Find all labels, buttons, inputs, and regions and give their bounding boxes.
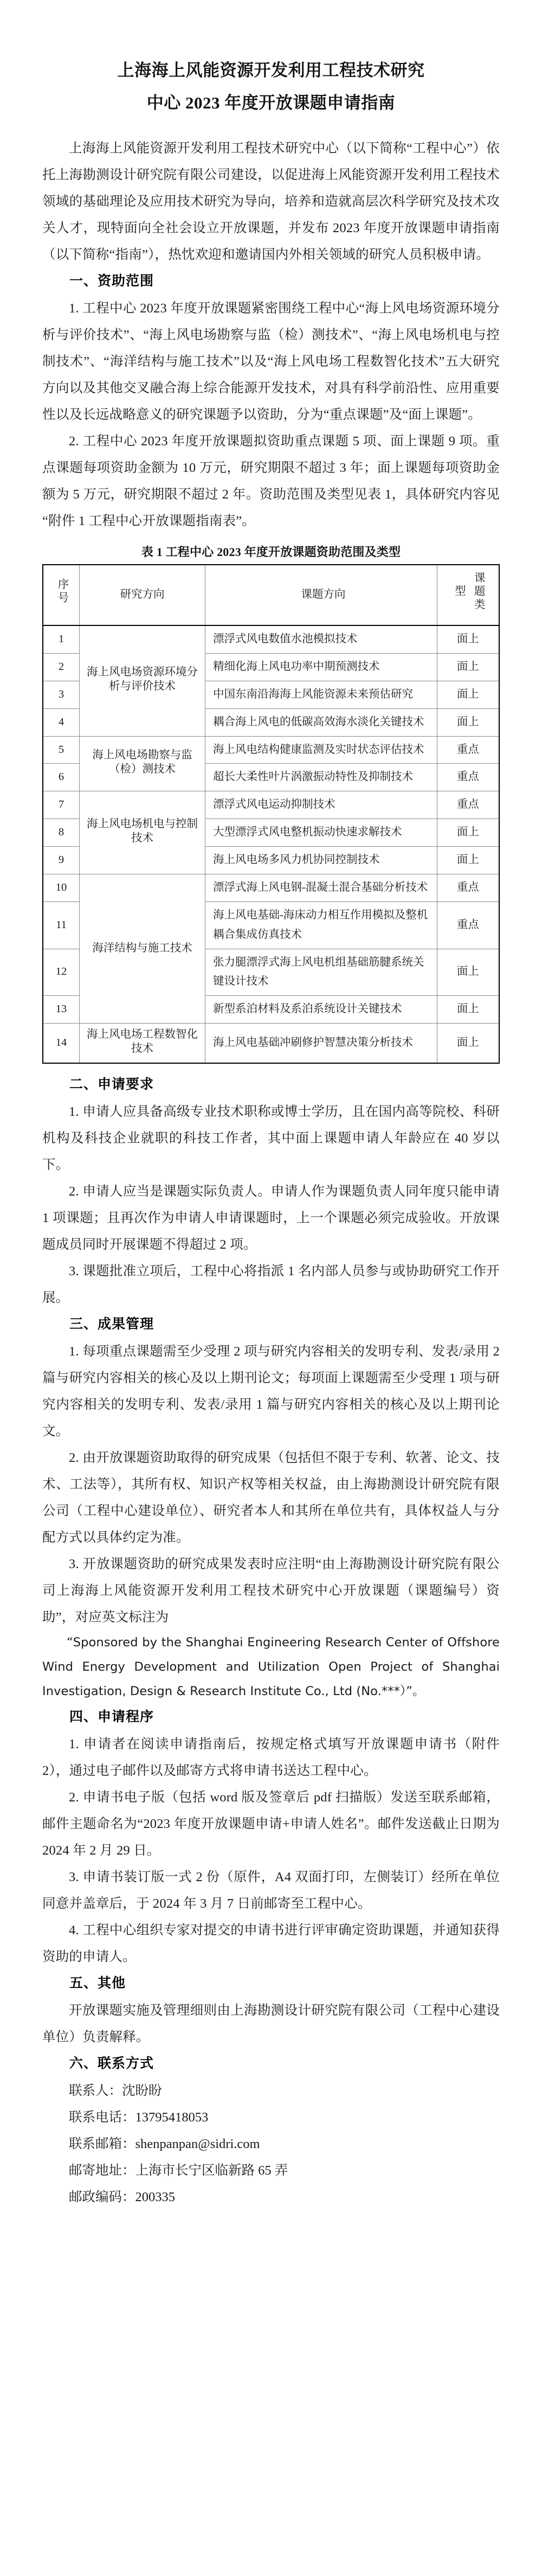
table-row <box>43 1024 499 1064</box>
table-cell-topic: 精细化海上风电功率中期预测技术 <box>205 653 437 681</box>
table-cell-index: 1 <box>43 625 80 653</box>
results-management-paragraph-2: 2. 由开放课题资助取得的研究成果（包括但不限于专利、软著、论文、技术、工法等），其所有权、知识产权等相关权益，由上海勘测设计研究院有限公司（工程中心建设单位）、研究者本人和其所在单位共有，具体权益人与分配方式以具体约定为准。 <box>42 1450 500 1545</box>
section-heading-application-requirements: 二、申请要求 <box>69 1077 154 1092</box>
results-management-paragraph-1: 1. 每项重点课题需至少受理 2 项与研究内容相关的发明专利、发表/录用 2 篇与研究内容相关的核心及以上期刊论文；每项面上课题需至少受理 1 项与研究内容相关的发明专利、发表/录用 1 篇与研究内容相关的核心及以上期刊论文。 <box>42 1344 500 1439</box>
table-header-topic: 课题方向 <box>205 565 437 625</box>
table-cell-research-direction: 海上风电场工程数智化技术 <box>80 1024 205 1064</box>
table-cell-topic: 中国东南沿海海上风能资源未来预估研究 <box>205 681 437 708</box>
table-cell-type: 重点 <box>437 902 499 949</box>
table-cell-type: 重点 <box>437 791 499 819</box>
table-cell-type: 面上 <box>437 708 499 736</box>
table-cell-topic: 海上风电基础-海床动力相互作用模拟及整机耦合集成仿真技术 <box>205 902 437 949</box>
table-cell-topic: 海上风电结构健康监测及实时状态评估技术 <box>205 736 437 764</box>
results-management-paragraph-3: 3. 开放课题资助的研究成果发表时应注明“由上海勘测设计研究院有限公司上海海上风能资源开发利用工程技术研究中心开放课题（课题编号）资助”，对应英文标注为 <box>42 1557 500 1625</box>
table-row <box>43 625 499 653</box>
table-cell-index: 8 <box>43 819 80 847</box>
table-cell-index: 2 <box>43 653 80 681</box>
table-cell-type: 重点 <box>437 736 499 764</box>
table-cell-index: 13 <box>43 996 80 1024</box>
table-cell-research-direction: 海上风电场勘察与监（检）测技术 <box>80 736 205 791</box>
table-cell-index: 7 <box>43 791 80 819</box>
table-cell-type: 面上 <box>437 949 499 996</box>
table-row <box>43 736 499 764</box>
table-cell-type: 面上 <box>437 1024 499 1064</box>
application-procedure-paragraph-3: 3. 申请书装订版一式 2 份（原件，A4 双面打印，左侧装订）经所在单位同意并盖章后，于 2024 年 3 月 7 日前邮寄至工程中心。 <box>42 1870 500 1912</box>
contact-line: 联系人：沈盼盼 <box>69 2083 162 2099</box>
contact-line: 邮寄地址：上海市长宁区临新路 65 弄 <box>69 2163 288 2178</box>
table-row <box>43 874 499 902</box>
table-header-type: 课题类型 <box>437 565 499 625</box>
funding-scope-paragraph-1: 1. 工程中心 2023 年度开放课题紧密围绕工程中心“海上风电场资源环境分析与评价技术”、“海上风电场勘察与监（检）测技术”、“海上风电场机电与控制技术”、“海洋结构与施工技术”以及“海上风电场工程数智化技术”五大研究方向以及其他交叉融合海上综合能源开发技术，对具有科学前沿性、应用重要性以及长远战略意义的研究课题予以资助，分为“重点课题”及“面上课题”。 <box>42 301 500 423</box>
table-header-index: 序号 <box>43 565 80 625</box>
table-cell-index: 12 <box>43 949 80 996</box>
funding-scope-paragraph-2: 2. 工程中心 2023 年度开放课题拟资助重点课题 5 项、面上课题 9 项。重点课题每项资助金额为 10 万元，研究期限不超过 3 年；面上课题每项资助金额为 5 万元，研究期限不超过 2 年。资助范围及类型见表 1，具体研究内容见“附件 1 工程中心开放课题指南表”。 <box>42 434 500 529</box>
english-acknowledgement-quote: “Sponsored by the Shanghai Engineering Research Center of Offshore Wind Energy Development and Utilization Open Project of Shanghai Investigation, Design & Research Institute Co., Ltd (No.***）”。 <box>42 1635 500 1699</box>
contact-line: 邮政编码：200335 <box>69 2190 175 2205</box>
table-cell-index: 3 <box>43 681 80 708</box>
table-header-row <box>43 565 499 625</box>
page-title <box>42 54 500 119</box>
table-caption: 表 1 工程中心 2023 年度开放课题资助范围及类型 <box>141 545 401 559</box>
page-title-line-1: 上海海上风能资源开发利用工程技术研究 <box>117 61 425 80</box>
table-cell-index: 6 <box>43 764 80 791</box>
section-heading-funding-scope: 一、资助范围 <box>69 274 154 289</box>
page-title-line-2: 中心 2023 年度开放课题申请指南 <box>146 93 396 112</box>
table-cell-index: 5 <box>43 736 80 764</box>
other-paragraph-1: 开放课题实施及管理细则由上海勘测设计研究院有限公司（工程中心建设单位）负责解释。 <box>42 2003 500 2045</box>
section-heading-results-management: 三、成果管理 <box>69 1317 154 1332</box>
contact-list <box>42 2078 500 2210</box>
table-cell-topic: 耦合海上风电的低碳高效海水淡化关键技术 <box>205 708 437 736</box>
table-cell-index: 11 <box>43 902 80 949</box>
application-procedure-paragraph-1: 1. 申请者在阅读申请指南后，按规定格式填写开放课题申请书（附件 2），通过电子邮件以及邮寄方式将申请书送达工程中心。 <box>42 1737 500 1779</box>
table-cell-research-direction: 海上风电场机电与控制技术 <box>80 791 205 874</box>
contact-line: 联系邮箱：shenpanpan@sidri.com <box>69 2137 260 2152</box>
application-requirements-paragraph-3: 3. 课题批准立项后，工程中心将指派 1 名内部人员参与或协助研究工作开展。 <box>42 1264 500 1306</box>
table-cell-topic: 海上风电场多风力机协同控制技术 <box>205 847 437 874</box>
section-heading-other: 五、其他 <box>69 1976 126 1991</box>
table-body <box>43 625 499 1063</box>
table-header-direction: 研究方向 <box>80 565 205 625</box>
table-cell-index: 14 <box>43 1024 80 1064</box>
table-cell-topic: 漂浮式海上风电钢-混凝土混合基础分析技术 <box>205 874 437 902</box>
application-procedure-paragraph-2: 2. 申请书电子版（包括 word 版及签章后 pdf 扫描版）发送至联系邮箱，邮件主题命名为“2023 年度开放课题申请+申请人姓名”。邮件发送截止日期为 2024 年 2 月 29 日。 <box>42 1790 500 1858</box>
table-cell-topic: 海上风电基础冲刷修护智慧决策分析技术 <box>205 1024 437 1064</box>
table-cell-topic: 漂浮式风电数值水池模拟技术 <box>205 625 437 653</box>
intro-paragraph: 上海海上风能资源开发利用工程技术研究中心（以下简称“工程中心”）依托上海勘测设计研究院有限公司建设，以促进海上风能资源开发利用工程技术领域的基础理论及应用技术研究为导向，培养和造就高层次科学研究及技术攻关人才，现特面向全社会设立开放课题，并发布 2023 年度开放课题申请指南（以下简称“指南”），热忱欢迎和邀请国内外相关领域的研究人员积极申请。 <box>42 141 500 263</box>
table-cell-type: 面上 <box>437 625 499 653</box>
table-cell-topic: 新型系泊材料及系泊系统设计关键技术 <box>205 996 437 1024</box>
table-cell-type: 重点 <box>437 764 499 791</box>
table-cell-index: 9 <box>43 847 80 874</box>
application-requirements-paragraph-1: 1. 申请人应具备高级专业技术职称或博士学历，且在国内高等院校、科研机构及科技企业就职的科技工作者，其中面上课题申请人年龄应在 40 岁以下。 <box>42 1104 500 1173</box>
table-cell-topic: 大型漂浮式风电整机振动快速求解技术 <box>205 819 437 847</box>
open-topics-table <box>42 564 500 1064</box>
table-cell-index: 10 <box>43 874 80 902</box>
application-requirements-paragraph-2: 2. 申请人应当是课题实际负责人。申请人作为课题负责人同年度只能申请 1 项课题；且再次作为申请人申请课题时，上一个课题必须完成验收。开放课题成员同时开展课题不得超过 2 项。 <box>42 1184 500 1252</box>
application-procedure-paragraph-4: 4. 工程中心组织专家对提交的申请书进行评审确定资助课题，并通知获得资助的申请人。 <box>42 1923 500 1965</box>
table-cell-type: 面上 <box>437 996 499 1024</box>
table-cell-type: 重点 <box>437 874 499 902</box>
table-cell-research-direction: 海洋结构与施工技术 <box>80 874 205 1023</box>
table-cell-type: 面上 <box>437 681 499 708</box>
table-cell-topic: 超长大柔性叶片涡激振动特性及抑制技术 <box>205 764 437 791</box>
table-cell-topic: 漂浮式风电运动抑制技术 <box>205 791 437 819</box>
table-cell-topic: 张力腿漂浮式海上风电机组基础筋腱系统关键设计技术 <box>205 949 437 996</box>
table-cell-index: 4 <box>43 708 80 736</box>
table-head <box>43 565 499 625</box>
table-cell-type: 面上 <box>437 847 499 874</box>
table-cell-type: 面上 <box>437 819 499 847</box>
table-cell-type: 面上 <box>437 653 499 681</box>
table-row <box>43 791 499 819</box>
table-cell-research-direction: 海上风电场资源环境分析与评价技术 <box>80 625 205 736</box>
section-heading-contact: 六、联系方式 <box>69 2056 154 2072</box>
contact-line: 联系电话：13795418053 <box>69 2110 209 2125</box>
section-heading-application-procedure: 四、申请程序 <box>69 1710 154 1725</box>
